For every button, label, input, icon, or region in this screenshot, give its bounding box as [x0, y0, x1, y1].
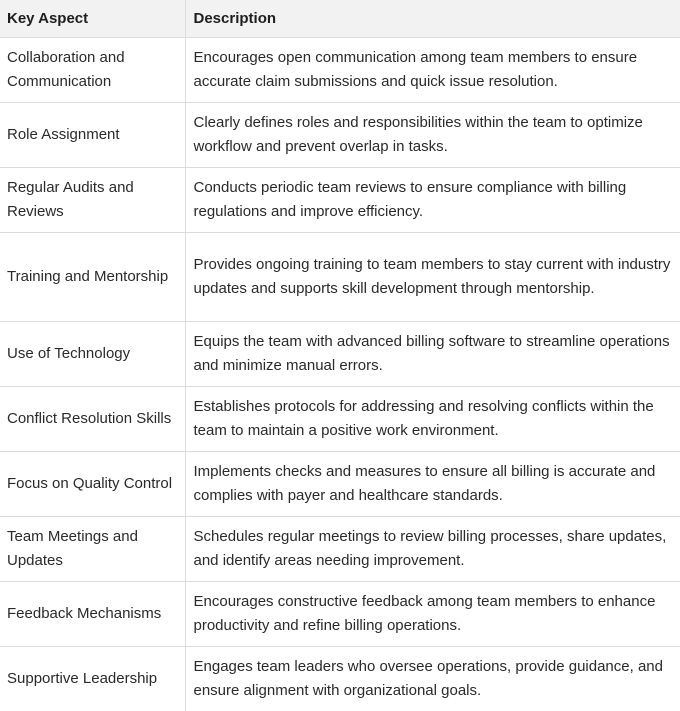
- cell-description: Establishes protocols for addressing and resolving conflicts within the team to maintain a positive work environment.: [185, 387, 680, 452]
- header-key-aspect: Key Aspect: [0, 0, 185, 38]
- table-row: [0, 38, 680, 103]
- table-row: [0, 103, 680, 168]
- table-row: [0, 387, 680, 452]
- cell-key-aspect: Training and Mentorship: [0, 233, 185, 322]
- table-row: [0, 647, 680, 711]
- cell-description: Clearly defines roles and responsibilities within the team to optimize workflow and prevent overlap in tasks.: [185, 103, 680, 168]
- cell-key-aspect: Feedback Mechanisms: [0, 582, 185, 647]
- cell-description: Implements checks and measures to ensure all billing is accurate and complies with payer and healthcare standards.: [185, 452, 680, 517]
- cell-key-aspect: Team Meetings and Updates: [0, 517, 185, 582]
- table-row: [0, 168, 680, 233]
- cell-description: Schedules regular meetings to review billing processes, share updates, and identify areas needing improvement.: [185, 517, 680, 582]
- table-row: [0, 582, 680, 647]
- table-row: [0, 233, 680, 322]
- table-row: [0, 517, 680, 582]
- cell-key-aspect: Focus on Quality Control: [0, 452, 185, 517]
- cell-description: Engages team leaders who oversee operations, provide guidance, and ensure alignment with organizational goals.: [185, 647, 680, 711]
- cell-description: Provides ongoing training to team members to stay current with industry updates and supports skill development through mentorship.: [185, 233, 680, 322]
- cell-key-aspect: Role Assignment: [0, 103, 185, 168]
- cell-description: Conducts periodic team reviews to ensure compliance with billing regulations and improve efficiency.: [185, 168, 680, 233]
- cell-description: Encourages constructive feedback among team members to enhance productivity and refine billing operations.: [185, 582, 680, 647]
- table-row: [0, 452, 680, 517]
- cell-key-aspect: Supportive Leadership: [0, 647, 185, 711]
- cell-description: Equips the team with advanced billing software to streamline operations and minimize manual errors.: [185, 322, 680, 387]
- cell-key-aspect: Collaboration and Communication: [0, 38, 185, 103]
- cell-key-aspect: Use of Technology: [0, 322, 185, 387]
- header-description: Description: [185, 0, 680, 38]
- table-row: [0, 322, 680, 387]
- cell-description: Encourages open communication among team members to ensure accurate claim submissions and quick issue resolution.: [185, 38, 680, 103]
- table-header-row: [0, 0, 680, 38]
- cell-key-aspect: Regular Audits and Reviews: [0, 168, 185, 233]
- cell-key-aspect: Conflict Resolution Skills: [0, 387, 185, 452]
